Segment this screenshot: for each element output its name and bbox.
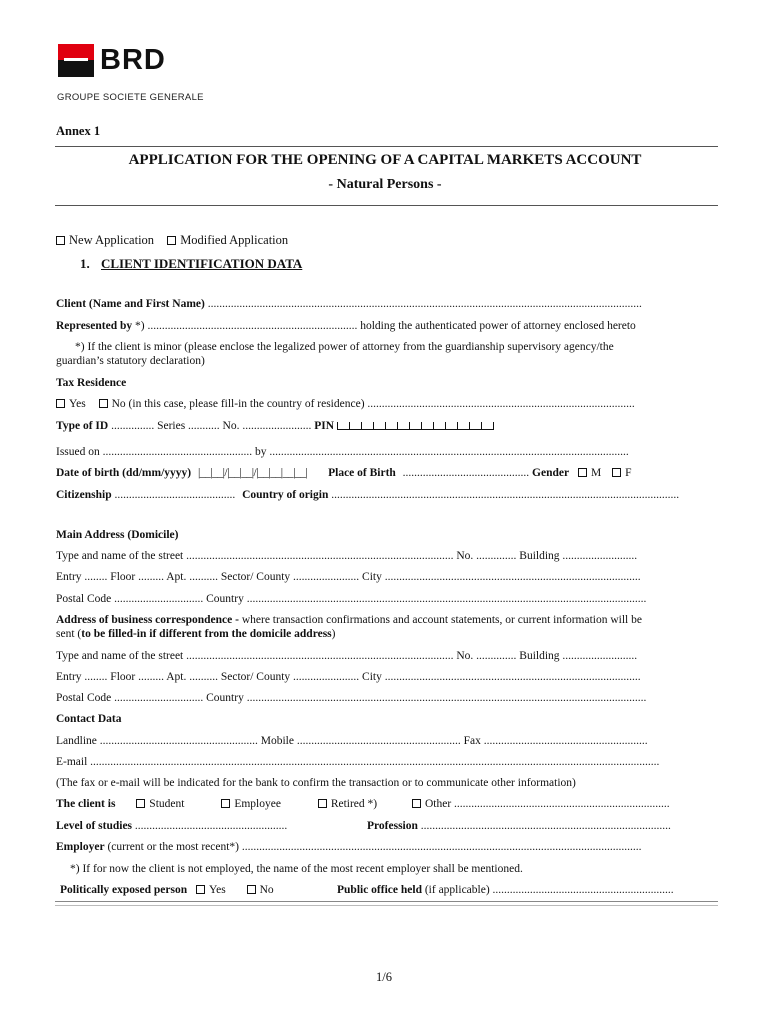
gender-m-checkbox[interactable]	[578, 468, 587, 477]
employee-label: Employee	[234, 798, 281, 810]
represented-row	[56, 320, 636, 332]
dob-input-boxes[interactable]: |__|__|/|__|__|/|__|__|__|__|	[198, 467, 308, 479]
brd-logo-mark	[58, 44, 94, 77]
profession-field[interactable]: .......................................................................................	[417, 820, 671, 832]
client-name-row	[56, 298, 642, 310]
employer-row	[56, 841, 642, 853]
divider-bottom	[55, 901, 718, 906]
application-type-row	[56, 233, 288, 248]
employer-field[interactable]: (current or the most recent*) ...........................................................................................................................................	[104, 841, 642, 853]
group-name: GROUPE SOCIETE GENERALE	[57, 92, 204, 103]
page-subtitle: - Natural Persons -	[328, 177, 442, 192]
business-address-subheading	[56, 628, 336, 640]
place-of-birth-field[interactable]: ............................................	[399, 467, 530, 479]
business-street-field[interactable]: Type and name of the street ............................................................................................. No. .............. Building ..........................	[56, 650, 638, 662]
divider-top	[55, 146, 718, 147]
modified-application-checkbox[interactable]	[167, 236, 176, 245]
citizenship-row	[56, 489, 679, 501]
business-address-sub-start: sent (	[56, 628, 82, 640]
pin-input-boxes[interactable]	[337, 421, 494, 430]
new-application-checkbox[interactable]	[56, 236, 65, 245]
main-address-heading: Main Address (Domicile)	[56, 529, 179, 541]
public-office-row	[337, 884, 674, 896]
pep-yes-label: Yes	[209, 884, 226, 896]
issued-on-field[interactable]: Issued on .................................................... by .............................................................................................................................	[56, 446, 629, 458]
dob-label: Date of birth (dd/mm/yyyy)	[56, 467, 192, 479]
country-of-origin-label: Country of origin	[242, 489, 329, 501]
pep-row	[60, 884, 274, 896]
pep-yes-checkbox[interactable]	[196, 885, 205, 894]
tax-no-checkbox[interactable]	[99, 399, 108, 408]
gender-label: Gender	[532, 467, 570, 479]
pep-no-label: No	[259, 884, 274, 896]
minor-note-line-1: *) If the client is minor (please enclose the legalized power of attorney from the guardianship supervisory agency/the	[75, 341, 614, 353]
id-series-number-field[interactable]: ............... Series ........... No. ........................	[111, 420, 312, 432]
level-of-studies-field[interactable]: .....................................................	[132, 820, 288, 832]
type-of-id-label: Type of ID	[56, 420, 109, 432]
pep-no-checkbox[interactable]	[247, 885, 256, 894]
citizenship-label: Citizenship	[56, 489, 112, 501]
profession-row	[367, 820, 671, 832]
other-field[interactable]: Other ...........................................................................	[425, 798, 670, 810]
contact-heading: Contact Data	[56, 713, 122, 725]
page-title: APPLICATION FOR THE OPENING OF A CAPITAL MARKETS ACCOUNT	[128, 152, 642, 168]
employer-label: Employer	[56, 841, 105, 853]
dob-row	[56, 467, 632, 479]
annex-label: Annex 1	[56, 124, 101, 138]
employee-checkbox[interactable]	[221, 799, 230, 808]
client-name-label: Client (Name and First Name)	[56, 298, 205, 310]
business-entry-field[interactable]: Entry ........ Floor ......... Apt. .......... Sector/ County ....................... City .........................................................................................	[56, 671, 641, 683]
student-label: Student	[149, 798, 185, 810]
phone-fields[interactable]: Landline ....................................................... Mobile ......................................................... Fax .........................................................	[56, 735, 648, 747]
brand-name: BRD	[100, 44, 166, 76]
client-name-field[interactable]: .......................................................................................................................................................	[204, 298, 642, 310]
level-of-studies-label: Level of studies	[56, 820, 133, 832]
tax-residence-label: Tax Residence	[56, 377, 127, 389]
divider-title	[55, 205, 718, 206]
client-status-row	[56, 798, 670, 810]
tax-residence-row	[56, 398, 635, 410]
student-checkbox[interactable]	[136, 799, 145, 808]
business-address-sub-bold: to be filled-in if different from the domicile address	[81, 628, 332, 640]
business-address-sub-end: )	[331, 628, 336, 640]
section-1-heading	[80, 256, 302, 272]
modified-application-label: Modified Application	[180, 233, 289, 247]
employer-note: *) If for now the client is not employed, the name of the most recent employer shall be mentioned.	[70, 863, 523, 875]
page-number: 1/6	[376, 970, 392, 984]
main-postal-field[interactable]: Postal Code ............................... Country ...........................................................................................................................................	[56, 593, 647, 605]
studies-row	[56, 820, 287, 832]
minor-note-line-2: guardian’s statutory declaration)	[56, 355, 205, 367]
represented-label: Represented by	[56, 320, 133, 332]
tax-yes-label: Yes	[69, 398, 86, 410]
business-address-heading	[56, 614, 642, 626]
tax-no-label: No (in this case, please fill-in the country of residence) .............................................................................................	[111, 398, 635, 410]
gender-f-checkbox[interactable]	[612, 468, 621, 477]
other-checkbox[interactable]	[412, 799, 421, 808]
country-of-origin-field[interactable]: .........................................................................................................................	[328, 489, 680, 501]
public-office-label: Public office held	[337, 884, 422, 896]
retired-checkbox[interactable]	[318, 799, 327, 808]
represented-field[interactable]: *) ......................................................................... holding the authenticated power of attorney enclosed hereto	[132, 320, 636, 332]
gender-m-label: M	[590, 467, 602, 479]
new-application-label: New Application	[69, 233, 155, 247]
client-is-label: The client is	[56, 798, 116, 810]
public-office-field[interactable]: (if applicable) ...............................................................	[421, 884, 674, 896]
main-entry-field[interactable]: Entry ........ Floor ......... Apt. .......... Sector/ County ....................... City .........................................................................................	[56, 571, 641, 583]
tax-yes-checkbox[interactable]	[56, 399, 65, 408]
email-field[interactable]: E-mail ......................................................................................................................................................................................................	[56, 756, 660, 768]
pin-label: PIN	[314, 420, 335, 432]
gender-f-label: F	[625, 467, 632, 479]
pep-label: Politically exposed person	[60, 884, 188, 896]
citizenship-field[interactable]: ..........................................	[111, 489, 236, 501]
main-street-field[interactable]: Type and name of the street ............................................................................................. No. .............. Building ..........................	[56, 550, 638, 562]
contact-note: (The fax or e-mail will be indicated for the bank to confirm the transaction or to communicate other information)	[56, 777, 576, 789]
section-number: 1.	[80, 256, 90, 271]
profession-label: Profession	[367, 820, 418, 832]
retired-label: Retired *)	[330, 798, 378, 810]
section-title: CLIENT IDENTIFICATION DATA	[101, 256, 303, 271]
business-address-heading-rest: where transaction confirmations and account statements, or current information will be	[238, 614, 642, 626]
place-of-birth-label: Place of Birth	[328, 467, 396, 479]
id-row	[56, 420, 494, 432]
business-address-heading-bold: Address of business correspondence -	[56, 614, 239, 626]
business-postal-field[interactable]: Postal Code ............................... Country ...........................................................................................................................................	[56, 692, 647, 704]
